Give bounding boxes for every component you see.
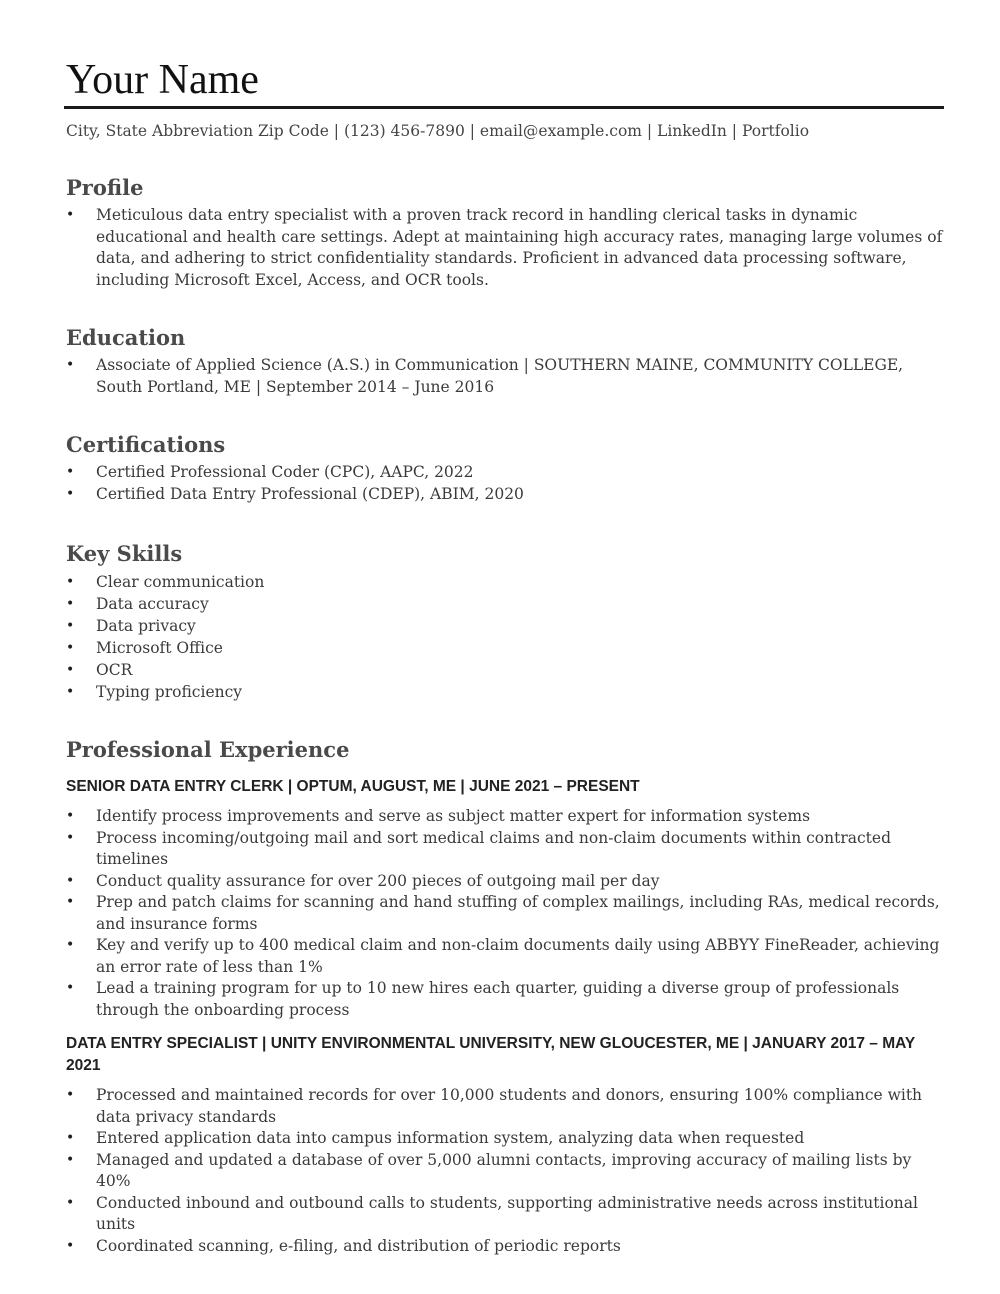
list-item: • Identify process improvements and serve as subject matter expert for information systems	[66, 806, 944, 828]
section-heading-education: Education	[66, 325, 186, 350]
list-item: • Meticulous data entry specialist with a proven track record in handling clerical tasks in dynamic educational and health care settings. Adept at maintaining high accuracy rates, managing large volumes of data, and adhering to strict confidentiality standards. Proficient in advanced data processing software, including Microsoft Excel, Access, and OCR tools.	[66, 205, 944, 291]
list-item: • Coordinated scanning, e-filing, and distribution of periodic reports	[66, 1236, 944, 1258]
list-item: • Lead a training program for up to 10 new hires each quarter, guiding a diverse group of professionals through the onboarding process	[66, 978, 944, 1021]
profile-list	[66, 205, 944, 291]
education-list	[66, 355, 944, 398]
job-entry	[66, 776, 944, 1021]
job-duties-list	[66, 806, 944, 1021]
skills-list	[66, 571, 944, 703]
job-entry	[66, 1033, 944, 1257]
list-item: • Prep and patch claims for scanning and hand stuffing of complex mailings, including RAs, medical records, and insurance forms	[66, 892, 944, 935]
job-title: DATA ENTRY SPECIALIST | UNITY ENVIRONMENTAL UNIVERSITY, NEW GLOUCESTER, ME | JANUARY 2017 – MAY 2021	[66, 1035, 915, 1074]
candidate-name: Your Name	[66, 57, 259, 103]
list-item: • Typing proficiency	[66, 681, 944, 703]
header-divider	[64, 106, 944, 109]
list-item: • Microsoft Office	[66, 637, 944, 659]
skills-section	[66, 540, 944, 703]
list-item: • Processed and maintained records for over 10,000 students and donors, ensuring 100% compliance with data privacy standards	[66, 1085, 944, 1128]
list-item: • Data accuracy	[66, 593, 944, 615]
job-duties-list	[66, 1085, 944, 1257]
profile-section	[66, 174, 944, 291]
section-heading-skills: Key Skills	[66, 541, 183, 566]
list-item: • Managed and updated a database of over 5,000 alumni contacts, improving accuracy of mailing lists by 40%	[66, 1150, 944, 1193]
experience-section	[66, 736, 944, 1257]
list-item: • Conduct quality assurance for over 200 pieces of outgoing mail per day	[66, 871, 944, 893]
section-heading-certifications: Certifications	[66, 432, 226, 457]
list-item: • Process incoming/outgoing mail and sort medical claims and non-claim documents within contracted timelines	[66, 828, 944, 871]
list-item: • Data privacy	[66, 615, 944, 637]
list-item: • Certified Data Entry Professional (CDEP), ABIM, 2020	[66, 484, 944, 506]
list-item: • Conducted inbound and outbound calls to students, supporting administrative needs across institutional units	[66, 1193, 944, 1236]
certifications-list	[66, 462, 944, 505]
education-section	[66, 324, 944, 398]
list-item: • Entered application data into campus information system, analyzing data when requested	[66, 1128, 944, 1150]
certifications-section	[66, 431, 944, 505]
list-item: • Clear communication	[66, 571, 944, 593]
section-heading-profile: Profile	[66, 175, 144, 200]
list-item: • Certified Professional Coder (CPC), AAPC, 2022	[66, 462, 944, 484]
list-item: • Key and verify up to 400 medical claim and non-claim documents daily using ABBYY FineReader, achieving an error rate of less than 1%	[66, 935, 944, 978]
list-item: • Associate of Applied Science (A.S.) in Communication | SOUTHERN MAINE, COMMUNITY COLLEGE, South Portland, ME | September 2014 – June 2016	[66, 355, 944, 398]
list-item: • OCR	[66, 659, 944, 681]
section-heading-experience: Professional Experience	[66, 737, 350, 762]
contact-line: City, State Abbreviation Zip Code | (123) 456-7890 | email@example.com | LinkedIn | Portfolio	[66, 122, 810, 140]
job-title: SENIOR DATA ENTRY CLERK | OPTUM, AUGUST, ME | JUNE 2021 – PRESENT	[66, 778, 640, 795]
